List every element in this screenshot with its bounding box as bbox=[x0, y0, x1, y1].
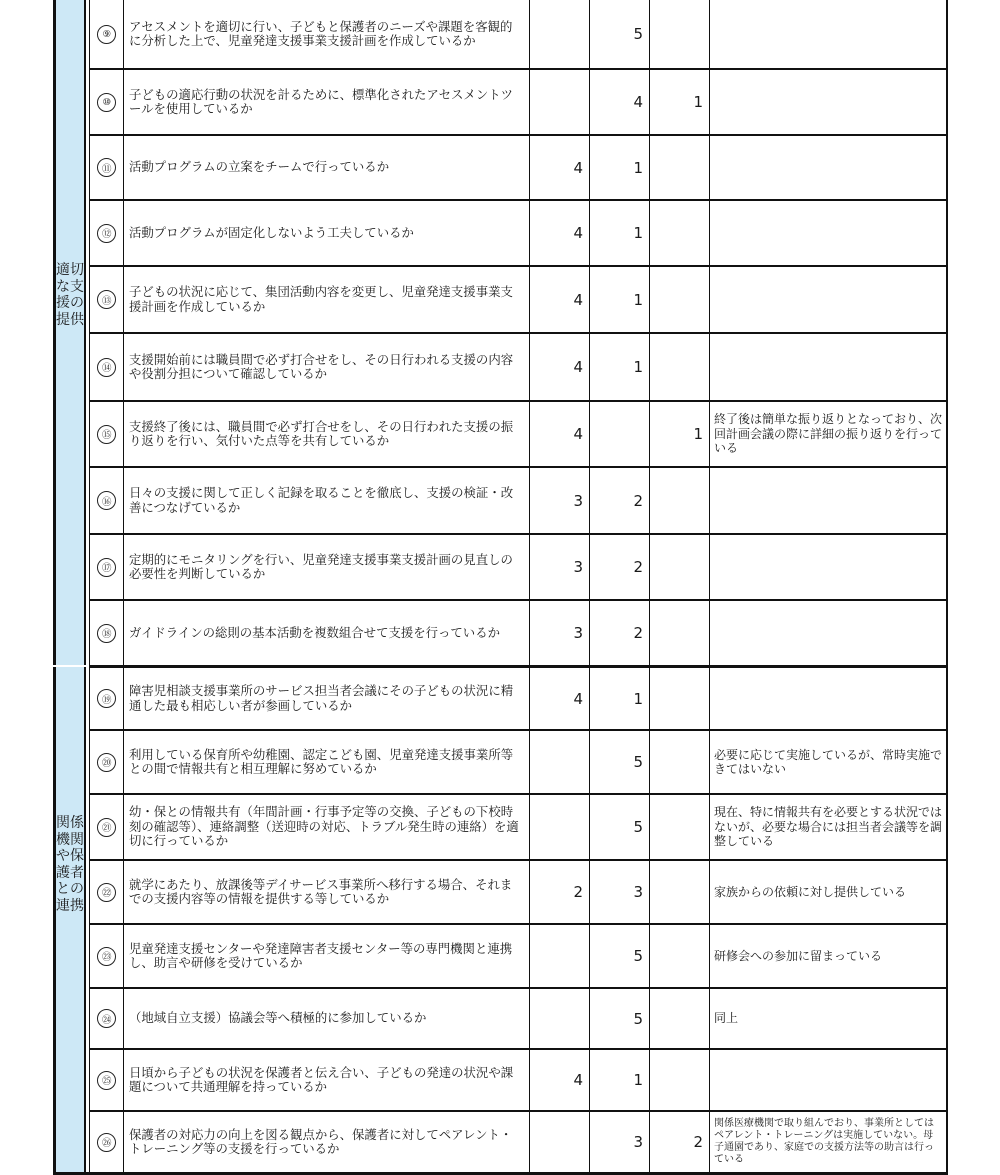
remarks-text bbox=[710, 0, 948, 68]
table-row bbox=[89, 987, 948, 1048]
table-row bbox=[89, 665, 948, 729]
category-label: 関係機関や保護者との連携 bbox=[56, 815, 84, 914]
item-number: ⑰ bbox=[97, 558, 116, 577]
count-no bbox=[650, 668, 710, 729]
table-row bbox=[89, 134, 948, 199]
count-no bbox=[650, 0, 710, 68]
remarks-text: 必要に応じて実施しているが、常時実施できてはいない bbox=[710, 731, 948, 793]
item-number-cell bbox=[89, 861, 124, 923]
count-mostly: 2 bbox=[590, 468, 650, 533]
table-row bbox=[89, 199, 948, 265]
item-number-cell bbox=[89, 925, 124, 987]
item-number-cell bbox=[89, 731, 124, 793]
question-text: 幼・保との情報共有（年間計画・行事予定等の交換、子どもの下校時刻の確認等）、連絡調整（送迎時の対応、トラブル発生時の連絡）を適切に行っているか bbox=[124, 795, 530, 859]
table-row bbox=[89, 729, 948, 793]
table-row bbox=[89, 265, 948, 332]
table-row bbox=[89, 400, 948, 466]
remarks-text bbox=[710, 468, 948, 533]
table-row bbox=[89, 1110, 948, 1172]
question-text: 活動プログラムが固定化しないよう工夫しているか bbox=[124, 201, 530, 265]
count-yes bbox=[530, 925, 590, 987]
table-row bbox=[89, 859, 948, 923]
count-yes: 2 bbox=[530, 861, 590, 923]
item-number-cell bbox=[89, 601, 124, 665]
item-number: ⑭ bbox=[97, 358, 116, 377]
remarks-text: 現在、特に情報共有を必要とする状況ではないが、必要な場合には担当者会議等を調整している bbox=[710, 795, 948, 859]
count-no bbox=[650, 136, 710, 199]
table-row bbox=[89, 466, 948, 533]
remarks-text: 同上 bbox=[710, 989, 948, 1048]
remarks-text bbox=[710, 70, 948, 134]
item-number: ⑨ bbox=[97, 25, 116, 44]
count-yes: 4 bbox=[530, 334, 590, 400]
remarks-text bbox=[710, 334, 948, 400]
count-mostly: 1 bbox=[590, 136, 650, 199]
item-number-cell bbox=[89, 201, 124, 265]
count-mostly: 5 bbox=[590, 0, 650, 68]
count-yes: 4 bbox=[530, 1050, 590, 1110]
item-number-cell bbox=[89, 989, 124, 1048]
count-no bbox=[650, 861, 710, 923]
count-yes bbox=[530, 0, 590, 68]
count-no bbox=[650, 535, 710, 599]
count-yes: 4 bbox=[530, 201, 590, 265]
item-number-cell bbox=[89, 267, 124, 332]
count-no bbox=[650, 201, 710, 265]
count-mostly: 1 bbox=[590, 201, 650, 265]
count-yes: 3 bbox=[530, 535, 590, 599]
item-number: ㉖ bbox=[97, 1133, 116, 1152]
count-no bbox=[650, 731, 710, 793]
count-mostly: 1 bbox=[590, 334, 650, 400]
item-number: ⑳ bbox=[97, 753, 116, 772]
item-number-cell bbox=[89, 668, 124, 729]
question-text: 日々の支援に関して正しく記録を取ることを徹底し、支援の検証・改善につなげているか bbox=[124, 468, 530, 533]
question-text: 支援開始前には職員間で必ず打合せをし、その日行われる支援の内容や役割分担について確認しているか bbox=[124, 334, 530, 400]
item-number-cell bbox=[89, 535, 124, 599]
item-number: ㉕ bbox=[97, 1071, 116, 1090]
count-yes bbox=[530, 70, 590, 134]
item-number: ㉓ bbox=[97, 947, 116, 966]
item-number-cell bbox=[89, 468, 124, 533]
count-yes bbox=[530, 731, 590, 793]
count-yes: 4 bbox=[530, 267, 590, 332]
count-no bbox=[650, 601, 710, 665]
remarks-text: 終了後は簡単な振り返りとなっており、次回計画会議の際に詳細の振り返りを行っている bbox=[710, 402, 948, 466]
count-mostly: 2 bbox=[590, 601, 650, 665]
item-number: ⑩ bbox=[97, 93, 116, 112]
count-mostly: 2 bbox=[590, 535, 650, 599]
question-text: （地域自立支援）協議会等へ積極的に参加しているか bbox=[124, 989, 530, 1048]
item-number: ㉔ bbox=[97, 1009, 116, 1028]
question-text: アセスメントを適切に行い、子どもと保護者のニーズや課題を客観的に分析した上で、児童発達支援事業支援計画を作成しているか bbox=[124, 0, 530, 68]
item-number-cell bbox=[89, 136, 124, 199]
count-yes: 3 bbox=[530, 601, 590, 665]
count-mostly: 1 bbox=[590, 1050, 650, 1110]
count-yes bbox=[530, 989, 590, 1048]
category-cell-support bbox=[53, 0, 86, 665]
question-text: 子どもの状況に応じて、集団活動内容を変更し、児童発達支援事業支援計画を作成しているか bbox=[124, 267, 530, 332]
item-number: ㉑ bbox=[97, 818, 116, 837]
count-mostly bbox=[590, 402, 650, 466]
item-number: ⑱ bbox=[97, 624, 116, 643]
item-number: ⑲ bbox=[97, 689, 116, 708]
count-mostly: 3 bbox=[590, 861, 650, 923]
remarks-text bbox=[710, 535, 948, 599]
evaluation-table bbox=[53, 0, 948, 1175]
count-no bbox=[650, 795, 710, 859]
question-text: 保護者の対応力の向上を図る観点から、保護者に対してペアレント・トレーニング等の支援を行っているか bbox=[124, 1112, 530, 1172]
category-label: 適切な支援の提供 bbox=[56, 262, 84, 328]
table-row bbox=[89, 599, 948, 665]
item-number: ⑬ bbox=[97, 290, 116, 309]
item-number-cell bbox=[89, 1050, 124, 1110]
item-number: ⑯ bbox=[97, 491, 116, 510]
remarks-text: 家族からの依頼に対し提供している bbox=[710, 861, 948, 923]
table-row bbox=[89, 332, 948, 400]
count-mostly: 1 bbox=[590, 267, 650, 332]
item-number-cell bbox=[89, 1112, 124, 1172]
remarks-text bbox=[710, 201, 948, 265]
count-no bbox=[650, 925, 710, 987]
count-no bbox=[650, 468, 710, 533]
count-mostly: 4 bbox=[590, 70, 650, 134]
table-row bbox=[89, 68, 948, 134]
item-number-cell bbox=[89, 795, 124, 859]
question-text: ガイドラインの総則の基本活動を複数組合せて支援を行っているか bbox=[124, 601, 530, 665]
remarks-text: 関係医療機関で取り組んでおり、事業所としてはペアレント・トレーニングは実施していない。母子通園であり、家庭での支援方法等の助言は行っている bbox=[710, 1112, 948, 1172]
table-row bbox=[89, 1048, 948, 1110]
question-text: 利用している保育所や幼稚園、認定こども園、児童発達支援事業所等との間で情報共有と相互理解に努めているか bbox=[124, 731, 530, 793]
item-number-cell bbox=[89, 0, 124, 68]
count-mostly: 3 bbox=[590, 1112, 650, 1172]
count-yes: 3 bbox=[530, 468, 590, 533]
table-row bbox=[89, 533, 948, 599]
item-number: ⑮ bbox=[97, 425, 116, 444]
question-text: 障害児相談支援事業所のサービス担当者会議にその子どもの状況に精通した最も相応しい者が参画しているか bbox=[124, 668, 530, 729]
count-mostly: 5 bbox=[590, 795, 650, 859]
item-number-cell bbox=[89, 70, 124, 134]
remarks-text bbox=[710, 601, 948, 665]
count-no bbox=[650, 989, 710, 1048]
count-no: 1 bbox=[650, 402, 710, 466]
count-no bbox=[650, 334, 710, 400]
count-yes bbox=[530, 1112, 590, 1172]
remarks-text bbox=[710, 136, 948, 199]
question-text: 支援終了後には、職員間で必ず打合せをし、その日行われた支援の振り返りを行い、気付いた点等を共有しているか bbox=[124, 402, 530, 466]
question-text: 日頃から子どもの状況を保護者と伝え合い、子どもの発達の状況や課題について共通理解を持っているか bbox=[124, 1050, 530, 1110]
item-number: ㉒ bbox=[97, 883, 116, 902]
count-yes: 4 bbox=[530, 136, 590, 199]
table-row bbox=[89, 0, 948, 68]
count-no bbox=[650, 267, 710, 332]
item-number-cell bbox=[89, 402, 124, 466]
count-mostly: 5 bbox=[590, 989, 650, 1048]
remarks-text bbox=[710, 1050, 948, 1110]
count-no bbox=[650, 1050, 710, 1110]
remarks-text bbox=[710, 668, 948, 729]
remarks-text bbox=[710, 267, 948, 332]
question-text: 就学にあたり、放課後等デイサービス事業所へ移行する場合、それまでの支援内容等の情報を提供する等しているか bbox=[124, 861, 530, 923]
table-row bbox=[89, 793, 948, 859]
count-no: 1 bbox=[650, 70, 710, 134]
question-text: 活動プログラムの立案をチームで行っているか bbox=[124, 136, 530, 199]
question-text: 子どもの適応行動の状況を計るために、標準化されたアセスメントツールを使用しているか bbox=[124, 70, 530, 134]
category-cell-cooperation bbox=[53, 667, 86, 1175]
question-text: 定期的にモニタリングを行い、児童発達支援事業支援計画の見直しの必要性を判断しているか bbox=[124, 535, 530, 599]
count-mostly: 5 bbox=[590, 731, 650, 793]
count-yes bbox=[530, 795, 590, 859]
count-yes: 4 bbox=[530, 402, 590, 466]
remarks-text: 研修会への参加に留まっている bbox=[710, 925, 948, 987]
count-mostly: 5 bbox=[590, 925, 650, 987]
item-number-cell bbox=[89, 334, 124, 400]
item-number: ⑪ bbox=[97, 158, 116, 177]
item-number: ⑫ bbox=[97, 224, 116, 243]
table-row bbox=[89, 923, 948, 987]
count-no: 2 bbox=[650, 1112, 710, 1172]
count-mostly: 1 bbox=[590, 668, 650, 729]
question-text: 児童発達支援センターや発達障害者支援センター等の専門機関と連携し、助言や研修を受けているか bbox=[124, 925, 530, 987]
count-yes: 4 bbox=[530, 668, 590, 729]
